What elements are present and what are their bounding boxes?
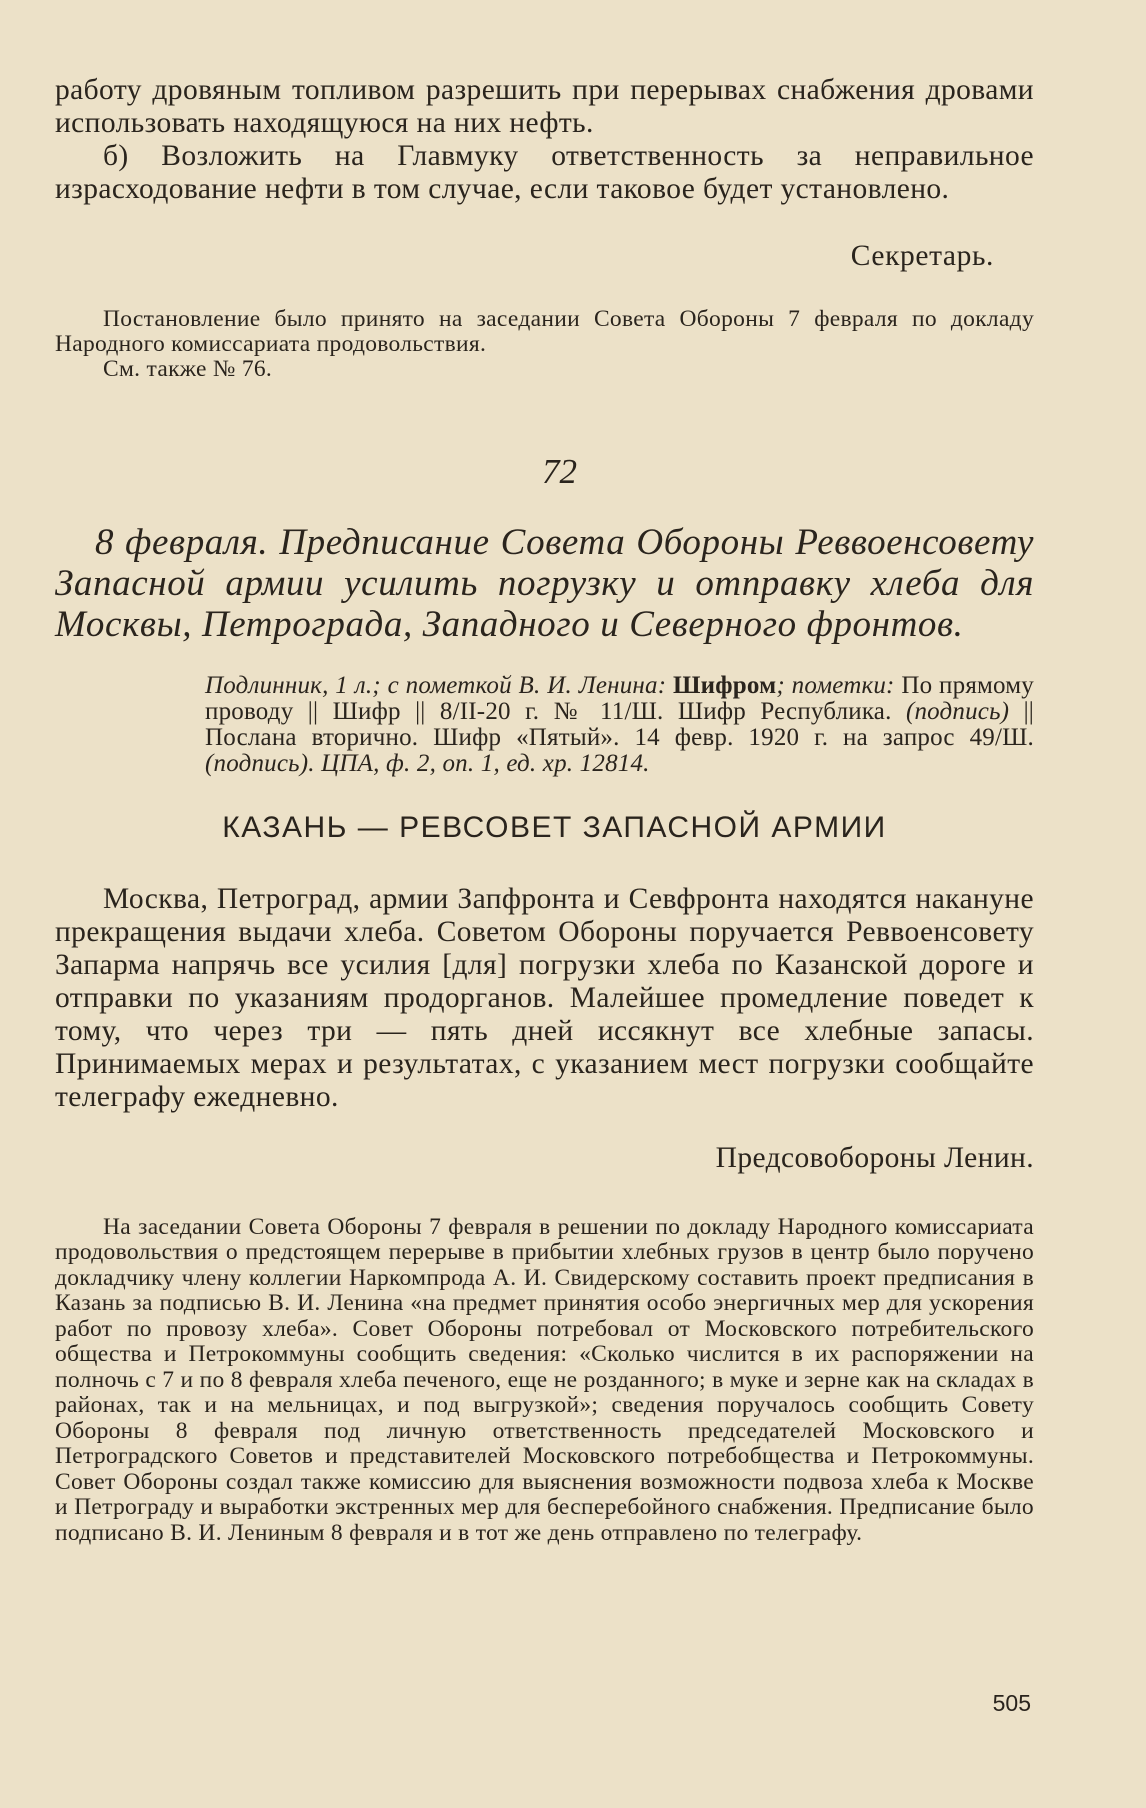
- source-part-7: (подпись). ЦПА, ф. 2, оп. 1, ед. хр. 12814.: [205, 749, 650, 777]
- page-number: 505: [992, 1690, 1031, 1716]
- source-part-6: || Послана вторично. Шифр «Пятый». 14 февр. 1920 г. на запрос 49/Ш.: [205, 697, 1034, 751]
- source-part-3: ; пометки:: [776, 671, 902, 699]
- lenin-signature: Предсовобороны Ленин.: [715, 1141, 1034, 1174]
- document-number: 72: [542, 451, 577, 491]
- source-note: [205, 673, 1034, 777]
- note-see-also: См. также № 76.: [103, 356, 273, 382]
- paragraph-b: б) Возложить на Главмуку ответственность за неправильное израсходование нефти в том случае, если таковое будет установлено.: [55, 140, 1034, 205]
- secretary-signature: Секретарь.: [850, 240, 994, 272]
- commentary: На заседании Совета Обороны 7 февраля в решении по докладу Народного комиссариата продовольствия о предстоящем перерыве в прибытии хлебных грузов в центр было поручено докладчику члену коллегии Наркомпрода А. И. Свидерскому составить проект предписания в Казань за подписью В. И. Ленина «на предмет принятия особо энергичных мер для ускорения работ по провозу хлеба». Совет Обороны потребовал от Московского потребительского общества и Петрокоммуны сообщить сведения: «Сколько числится в их распоряжении на полночь с 7 и по 8 февраля хлеба печеного, еще не розданного; в муке и зерне как на складах в районах, так и на мельницах, и под выгрузкой»; сведения поручалось сообщить Совету Обороны 8 февраля под личную ответственность председателей Московского и Петроградского Советов и представителей Московского потребобщества и Петрокоммуны. Совет Обороны создал также комиссию для выяснения возможности подвоза хлеба к Москве и Петрограду и выработки экстренных мер для бесперебойного снабжения. Предписание было подписано В. И. Лениным 8 февраля и в тот же день отправлено по телеграфу.: [55, 1213, 1034, 1546]
- note-adopted: Постановление было принято на заседании Совета Обороны 7 февраля по докладу Народного комиссариата продовольствия.: [55, 306, 1034, 357]
- source-part-1: Подлинник, 1 л.; с пометкой В. И. Ленина:: [205, 671, 674, 699]
- source-part-5: (подпись): [905, 697, 1010, 725]
- document-title: 8 февраля. Предписание Совета Обороны Реввоенсовету Запасной армии усилить погрузку и отправку хлеба для Москвы, Петрограда, Западного и Северного фронтов.: [55, 521, 1034, 645]
- addressee-heading: КАЗАНЬ — РЕВСОВЕТ ЗАПАСНОЙ АРМИИ: [222, 810, 887, 844]
- paragraph-continuation: работу дровяным топливом разрешить при перерывах снабжения дровами использовать находящуюся на них нефть.: [55, 74, 1034, 139]
- source-part-4: По прямому проводу || Шифр || 8/II-20 г. № 11/Ш. Шифр Республика.: [205, 671, 1035, 725]
- telegram-body: Москва, Петроград, армии Запфронта и Севфронта находятся накануне прекращения выдачи хлеба. Советом Обороны поручается Реввоенсовету Запарма напрячь все усилия [для] погрузки хлеба по Казанской дороге и отправки по указаниям продорганов. Малейшее промедление поведет к тому, что через три — пять дней иссякнут все хлебные запасы. Принимаемых мерах и результатах, с указанием мест погрузки сообщайте телеграфу ежедневно.: [55, 882, 1034, 1113]
- source-part-2: Шифром: [673, 671, 777, 699]
